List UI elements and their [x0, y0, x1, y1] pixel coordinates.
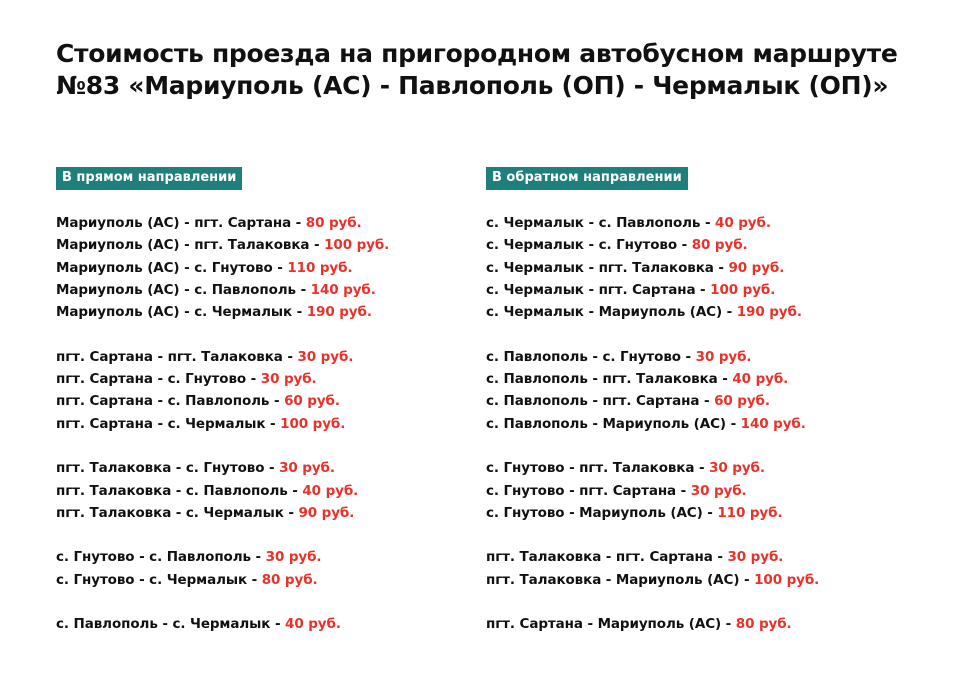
separator: - [717, 371, 733, 388]
fare-price: 80 руб. [735, 616, 792, 633]
fare-line [56, 569, 389, 591]
fare-group [486, 457, 819, 524]
separator: - [699, 393, 715, 410]
separator: - [694, 460, 710, 477]
route-name: с. Чермалык - с. Гнутово [486, 237, 678, 254]
forward-direction-column [56, 166, 389, 658]
reverse-direction-column [486, 166, 819, 658]
separator: - [739, 571, 755, 588]
separator: - [246, 371, 261, 388]
route-name: с. Гнутово - пгт. Талаковка [486, 460, 695, 477]
fare-line [56, 257, 389, 279]
fare-groups [486, 212, 819, 636]
fare-price: 30 руб. [709, 460, 765, 477]
fare-line [56, 457, 389, 479]
route-name: с. Чермалык - пгт. Сартана [486, 281, 696, 298]
fare-price: 100 руб. [280, 415, 346, 432]
separator: - [272, 259, 288, 276]
fare-price: 40 руб. [732, 371, 789, 388]
route-name: пгт. Сартана - с. Гнутово [56, 371, 247, 388]
separator: - [291, 215, 306, 231]
fare-line [486, 569, 819, 591]
fare-groups [56, 212, 389, 636]
fare-price: 100 руб. [324, 237, 390, 254]
fare-price: 90 руб. [728, 259, 785, 276]
fare-group [56, 212, 389, 323]
fare-group [56, 546, 389, 591]
route-name: с. Павлополь - пгт. Сартана [486, 393, 700, 410]
fare-group [56, 346, 389, 435]
route-name: с. Гнутово - с. Чермалык [56, 571, 248, 588]
fare-group [56, 613, 389, 635]
fare-line [486, 613, 819, 635]
fare-line [56, 546, 389, 568]
route-name: с. Гнутово - пгт. Сартана [486, 482, 677, 499]
fare-price: 100 руб. [710, 281, 776, 298]
separator: - [264, 460, 280, 477]
fare-line [486, 502, 819, 524]
fare-line [56, 346, 389, 368]
route-name: с. Павлополь - Мариуполь (АС) [486, 415, 726, 432]
fare-price: 90 руб. [298, 504, 355, 521]
fare-price: 100 руб. [754, 571, 820, 588]
fare-group [486, 346, 819, 435]
fare-price: 40 руб. [715, 215, 771, 231]
fare-price: 30 руб. [279, 460, 335, 477]
fare-line [486, 257, 819, 279]
separator: - [309, 237, 325, 254]
separator: - [287, 482, 303, 499]
fare-line [486, 480, 819, 502]
route-name: пгт. Сартана - пгт. Талаковка [56, 348, 283, 365]
route-name: пгт. Талаковка - с. Павлополь [56, 482, 288, 499]
separator: - [712, 549, 728, 566]
route-name: с. Чермалык - Мариуполь (АС) [486, 304, 723, 321]
route-name: Мариуполь (АС) - пгт. Сартана [56, 215, 292, 231]
fare-price: 110 руб. [717, 504, 783, 521]
fare-line [486, 301, 819, 323]
separator: - [677, 237, 692, 254]
fare-line [486, 368, 819, 390]
route-name: с. Гнутово - с. Павлополь [56, 549, 251, 566]
fare-price: 80 руб. [691, 237, 748, 254]
separator: - [721, 616, 736, 633]
route-name: Мариуполь (АС) - с. Павлополь [56, 281, 296, 298]
separator: - [295, 281, 311, 298]
route-name: пгт. Талаковка - с. Чермалык [56, 504, 284, 521]
separator: - [702, 504, 718, 521]
separator: - [695, 281, 711, 298]
fare-line [486, 390, 819, 412]
fare-price: 80 руб. [261, 571, 318, 588]
separator: - [265, 415, 281, 432]
separator: - [292, 304, 307, 321]
fare-price: 30 руб. [265, 549, 322, 566]
fare-price: 30 руб. [727, 549, 784, 566]
route-name: с. Чермалык - пгт. Талаковка [486, 259, 714, 276]
route-name: Мариуполь (АС) - с. Гнутово [56, 259, 273, 276]
separator: - [680, 348, 696, 365]
fare-line [486, 234, 819, 256]
separator: - [269, 393, 285, 410]
fare-line [56, 301, 389, 323]
fare-line [486, 546, 819, 568]
route-name: пгт. Сартана - с. Павлополь [56, 393, 270, 410]
separator: - [283, 504, 299, 521]
route-name: с. Павлополь - пгт. Талаковка [486, 371, 718, 388]
route-name: пгт. Сартана - Мариуполь (АС) [486, 616, 722, 633]
fare-line [56, 480, 389, 502]
fare-price: 190 руб. [736, 304, 802, 321]
fare-price: 60 руб. [714, 393, 770, 410]
route-name: с. Чермалык - с. Павлополь [486, 215, 701, 231]
route-name: с. Павлополь - с. Гнутово [486, 348, 681, 365]
fare-price: 30 руб. [297, 348, 354, 365]
direction-heading: В обратном направлении [486, 167, 688, 190]
fare-price: 110 руб. [287, 259, 353, 276]
separator: - [700, 215, 716, 231]
fare-line [486, 279, 819, 301]
route-name: пгт. Сартана - с. Чермалык [56, 415, 266, 432]
fare-group [56, 457, 389, 524]
fare-price: 190 руб. [306, 304, 372, 321]
fare-line [56, 613, 389, 635]
fare-line [56, 212, 389, 234]
fare-price: 30 руб. [690, 482, 747, 499]
route-name: пгт. Талаковка - пгт. Сартана [486, 549, 713, 566]
fare-line [486, 212, 819, 234]
route-name: пгт. Талаковка - Мариуполь (АС) [486, 571, 740, 588]
fare-line [486, 413, 819, 435]
fare-price: 140 руб. [740, 415, 806, 432]
fare-line [486, 346, 819, 368]
separator: - [250, 549, 266, 566]
separator: - [282, 348, 298, 365]
fare-line [56, 234, 389, 256]
route-name: пгт. Талаковка - с. Гнутово [56, 460, 265, 477]
fare-price: 60 руб. [284, 393, 340, 410]
separator: - [713, 259, 729, 276]
fare-line [56, 413, 389, 435]
fare-group [486, 613, 819, 635]
route-name: с. Гнутово - Мариуполь (АС) [486, 504, 703, 521]
route-name: Мариуполь (АС) - пгт. Талаковка [56, 237, 310, 254]
fare-price: 30 руб. [695, 348, 752, 365]
route-name: с. Павлополь - с. Чермалык [56, 616, 271, 633]
fare-line [56, 390, 389, 412]
separator: - [725, 415, 741, 432]
fare-group [486, 212, 819, 323]
direction-heading: В прямом направлении [56, 167, 242, 190]
fare-price: 140 руб. [310, 281, 376, 298]
separator: - [722, 304, 737, 321]
page-title: Стоимость проезда на пригородном автобусном маршруте №83 «Мариуполь (АС) - Павлополь (ОП) - Чермалык (ОП)» [56, 39, 898, 100]
fare-line [56, 502, 389, 524]
fare-price: 30 руб. [260, 371, 317, 388]
fare-price: 40 руб. [285, 616, 341, 633]
separator: - [270, 616, 286, 633]
fare-group [486, 546, 819, 591]
route-name: Мариуполь (АС) - с. Чермалык [56, 304, 293, 321]
fare-line [56, 279, 389, 301]
fare-line [56, 368, 389, 390]
fare-price: 80 руб. [305, 215, 362, 231]
fare-price: 40 руб. [302, 482, 359, 499]
fare-line [486, 457, 819, 479]
separator: - [247, 571, 262, 588]
separator: - [676, 482, 691, 499]
